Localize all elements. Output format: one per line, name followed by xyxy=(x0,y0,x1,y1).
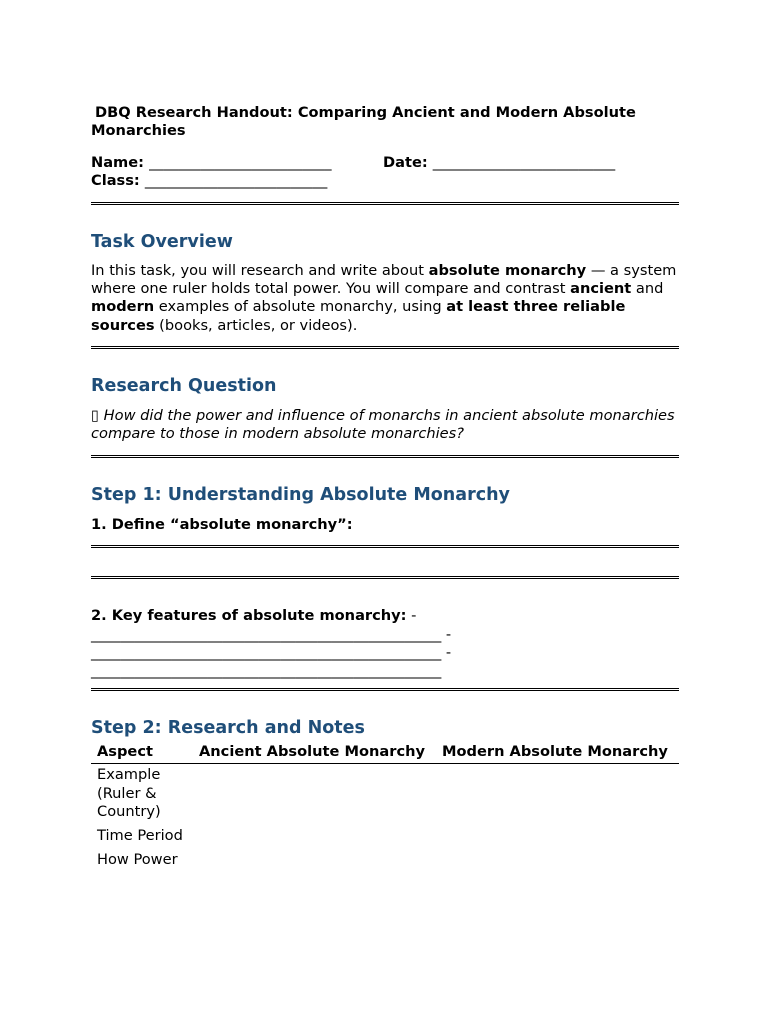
section-divider xyxy=(91,455,679,458)
date-label: Date: xyxy=(383,154,428,171)
task-overview-text: In this task, you will research and write about absolute monarchy — a system where one ruler holds total power. You will compare and contrast ancient and modern examples of absolute monarchy, using at least three reliable sources (books, articles, or videos). xyxy=(91,262,677,334)
step2-heading: Step 2: Research and Notes xyxy=(91,718,365,739)
table-row xyxy=(91,825,679,849)
ancient-notes-cell[interactable] xyxy=(193,825,436,849)
key-feature-line[interactable]: ________________________________________________ - xyxy=(91,643,452,661)
modern-notes-cell[interactable] xyxy=(436,849,679,873)
table-row xyxy=(91,849,679,873)
define-question-label: 1. Define “absolute monarchy”: xyxy=(91,516,353,534)
column-header-ancient: Ancient Absolute Monarchy xyxy=(193,743,436,764)
column-header-modern: Modern Absolute Monarchy xyxy=(436,743,679,764)
aspect-cell: Time Period xyxy=(97,827,183,845)
ancient-notes-cell[interactable] xyxy=(193,764,436,825)
name-blank-line[interactable]: _________________________ xyxy=(149,154,332,171)
modern-notes-cell[interactable] xyxy=(436,764,679,825)
key-feature-line[interactable]: ________________________________________________ xyxy=(91,662,442,680)
name-field[interactable] xyxy=(91,154,383,172)
key-features-label: 2. Key features of absolute monarchy: xyxy=(91,607,407,625)
aspect-cell: How Power xyxy=(97,851,178,869)
date-field[interactable] xyxy=(383,154,615,172)
title-line-1: DBQ Research Handout: Comparing Ancient and Modern Absolute xyxy=(95,104,636,121)
ancient-notes-cell[interactable] xyxy=(193,849,436,873)
class-blank-line[interactable]: _________________________ xyxy=(144,172,328,189)
research-question-heading: Research Question xyxy=(91,375,277,396)
question-icon: ▯ xyxy=(91,406,100,424)
research-question-text: ▯ How did the power and influence of monarchs in ancient absolute monarchies compare to those in modern absolute monarchies? xyxy=(91,406,675,443)
date-blank-line[interactable]: _________________________ xyxy=(432,154,616,171)
step1-heading: Step 1: Understanding Absolute Monarchy xyxy=(91,485,510,506)
section-divider xyxy=(91,202,679,205)
student-info-fields xyxy=(91,154,679,190)
handout-content xyxy=(91,104,679,873)
key-feature-line[interactable]: ________________________________________________ - xyxy=(91,625,452,643)
section-divider xyxy=(91,346,679,349)
key-features-block: 2. Key features of absolute monarchy: - ________________________________________________ - ________________________________________________ - ________________________________________________ xyxy=(91,607,679,680)
task-overview-heading: Task Overview xyxy=(91,232,233,252)
name-label: Name: xyxy=(91,154,145,171)
handout-title xyxy=(91,104,679,140)
title-line-2: Monarchies xyxy=(91,122,186,139)
modern-notes-cell[interactable] xyxy=(436,825,679,849)
section-divider xyxy=(91,688,679,691)
table-header-row xyxy=(91,743,679,764)
research-notes-table xyxy=(91,743,679,873)
class-label: Class: xyxy=(91,172,140,189)
answer-line[interactable] xyxy=(91,545,679,548)
aspect-cell: Example (Ruler & Country) xyxy=(97,766,161,820)
table-row xyxy=(91,764,679,825)
class-field[interactable] xyxy=(91,172,679,190)
answer-line[interactable] xyxy=(91,576,679,579)
column-header-aspect: Aspect xyxy=(91,743,193,764)
